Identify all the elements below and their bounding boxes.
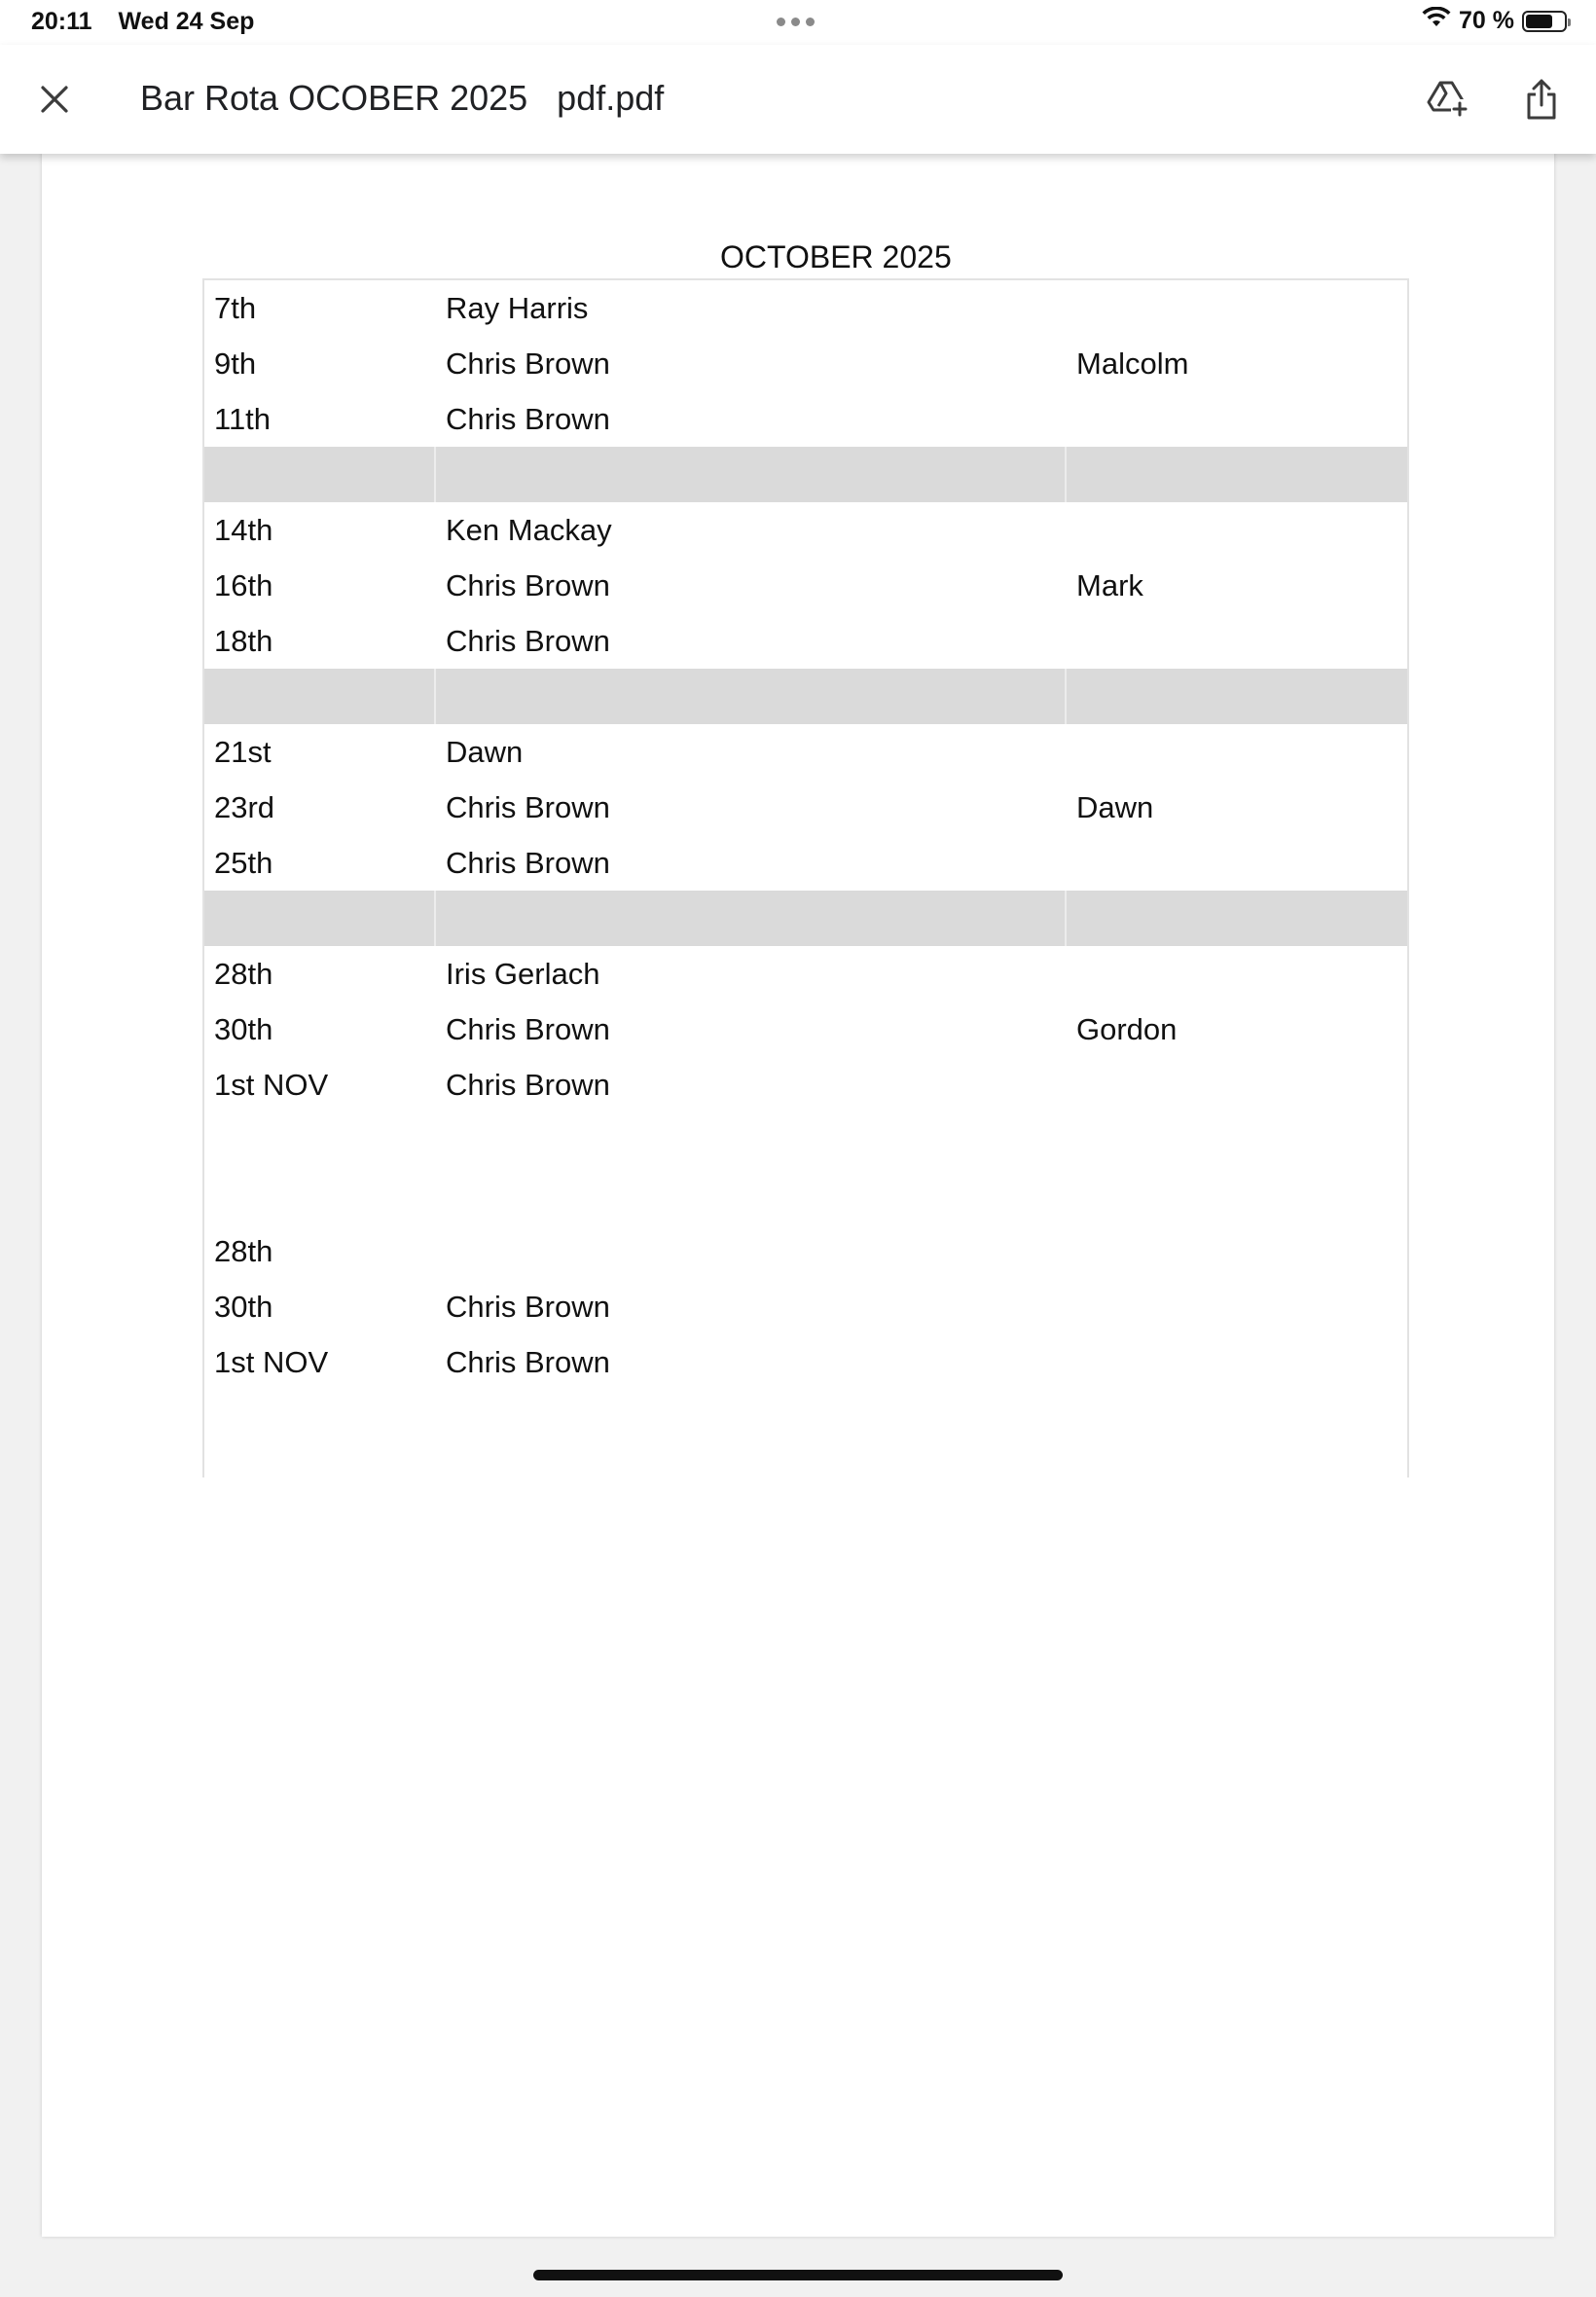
separator-row [204,447,1407,502]
extra-cell: Dawn [1076,790,1154,824]
share-icon [1525,78,1558,121]
name-cell: Chris Brown [446,790,610,824]
date-cell: 28th [214,957,273,991]
name-cell: Chris Brown [446,1345,610,1379]
blank-row [204,1168,1407,1223]
add-to-drive-button[interactable] [1421,72,1475,127]
multitasking-dots-icon[interactable] [777,18,815,26]
table-row [204,835,1407,891]
name-cell: Chris Brown [446,1012,610,1046]
table-row [204,1279,1407,1334]
status-date: Wed 24 Sep [118,8,255,35]
extra-cell [1067,502,1407,558]
extra-cell [1067,835,1407,891]
table-row [204,391,1407,447]
extra-cell [1067,724,1407,780]
table-row [204,613,1407,669]
date-cell: 30th [214,1290,273,1324]
share-button[interactable] [1514,72,1569,127]
table-row [204,1057,1407,1112]
table-row [204,1002,1407,1057]
document-heading: OCTOBER 2025 [720,239,952,274]
name-cell: Ken Mackay [446,513,612,547]
table-row [204,502,1407,558]
document-title: Bar Rota OCOBER 2025 pdf.pdf [140,78,665,118]
blank-row [204,1112,1407,1168]
extra-cell [1067,1223,1407,1279]
battery-icon [1522,11,1567,32]
name-cell: Ray Harris [446,291,589,325]
table-row [204,780,1407,835]
extra-cell [1067,391,1407,447]
extra-cell [1067,1334,1407,1390]
table-row [204,280,1407,336]
date-cell: 9th [214,346,257,381]
separator-row [204,669,1407,724]
rota-table [202,278,1409,1477]
name-cell: Chris Brown [446,1068,610,1102]
date-cell: 25th [214,846,273,880]
status-indicators [1422,7,1567,35]
date-cell: 11th [214,402,272,436]
extra-cell: Malcolm [1076,346,1189,381]
extra-cell [1067,1057,1407,1112]
battery-percent: 70 % [1459,7,1514,34]
date-cell: 30th [214,1012,273,1046]
date-cell: 23rd [214,790,275,824]
date-cell: 21st [214,735,272,769]
battery-fill [1526,15,1552,28]
extra-cell: Mark [1076,568,1143,602]
table-row [204,558,1407,613]
date-cell: 18th [214,624,273,658]
viewer-toolbar [0,45,1596,154]
table-row [204,946,1407,1002]
extra-cell [1067,1279,1407,1334]
close-icon [40,85,69,114]
date-cell: 1st NOV [214,1068,329,1102]
status-time-date [31,8,273,36]
table-row [204,336,1407,391]
date-cell: 28th [214,1234,273,1268]
table-row [204,1223,1407,1279]
name-cell: Iris Gerlach [446,957,600,991]
wifi-icon [1422,7,1451,35]
extra-cell [1067,946,1407,1002]
name-cell [436,1223,1067,1279]
status-bar [0,0,1596,45]
table-row [204,724,1407,780]
close-button[interactable] [29,74,80,125]
name-cell: Chris Brown [446,346,610,381]
name-cell: Chris Brown [446,624,610,658]
name-cell: Dawn [446,735,524,769]
date-cell: 16th [214,568,273,602]
date-cell: 14th [214,513,273,547]
add-to-drive-icon [1426,80,1470,119]
separator-row [204,891,1407,946]
home-indicator[interactable] [533,2270,1063,2280]
extra-cell [1067,613,1407,669]
status-time: 20:11 [31,8,92,35]
name-cell: Chris Brown [446,846,610,880]
name-cell: Chris Brown [446,568,610,602]
date-cell: 7th [214,291,257,325]
pdf-page[interactable] [42,146,1554,2237]
name-cell: Chris Brown [446,402,610,436]
name-cell: Chris Brown [446,1290,610,1324]
date-cell: 1st NOV [214,1345,329,1379]
table-row [204,1334,1407,1390]
extra-cell: Gordon [1076,1012,1178,1046]
extra-cell [1067,280,1407,336]
